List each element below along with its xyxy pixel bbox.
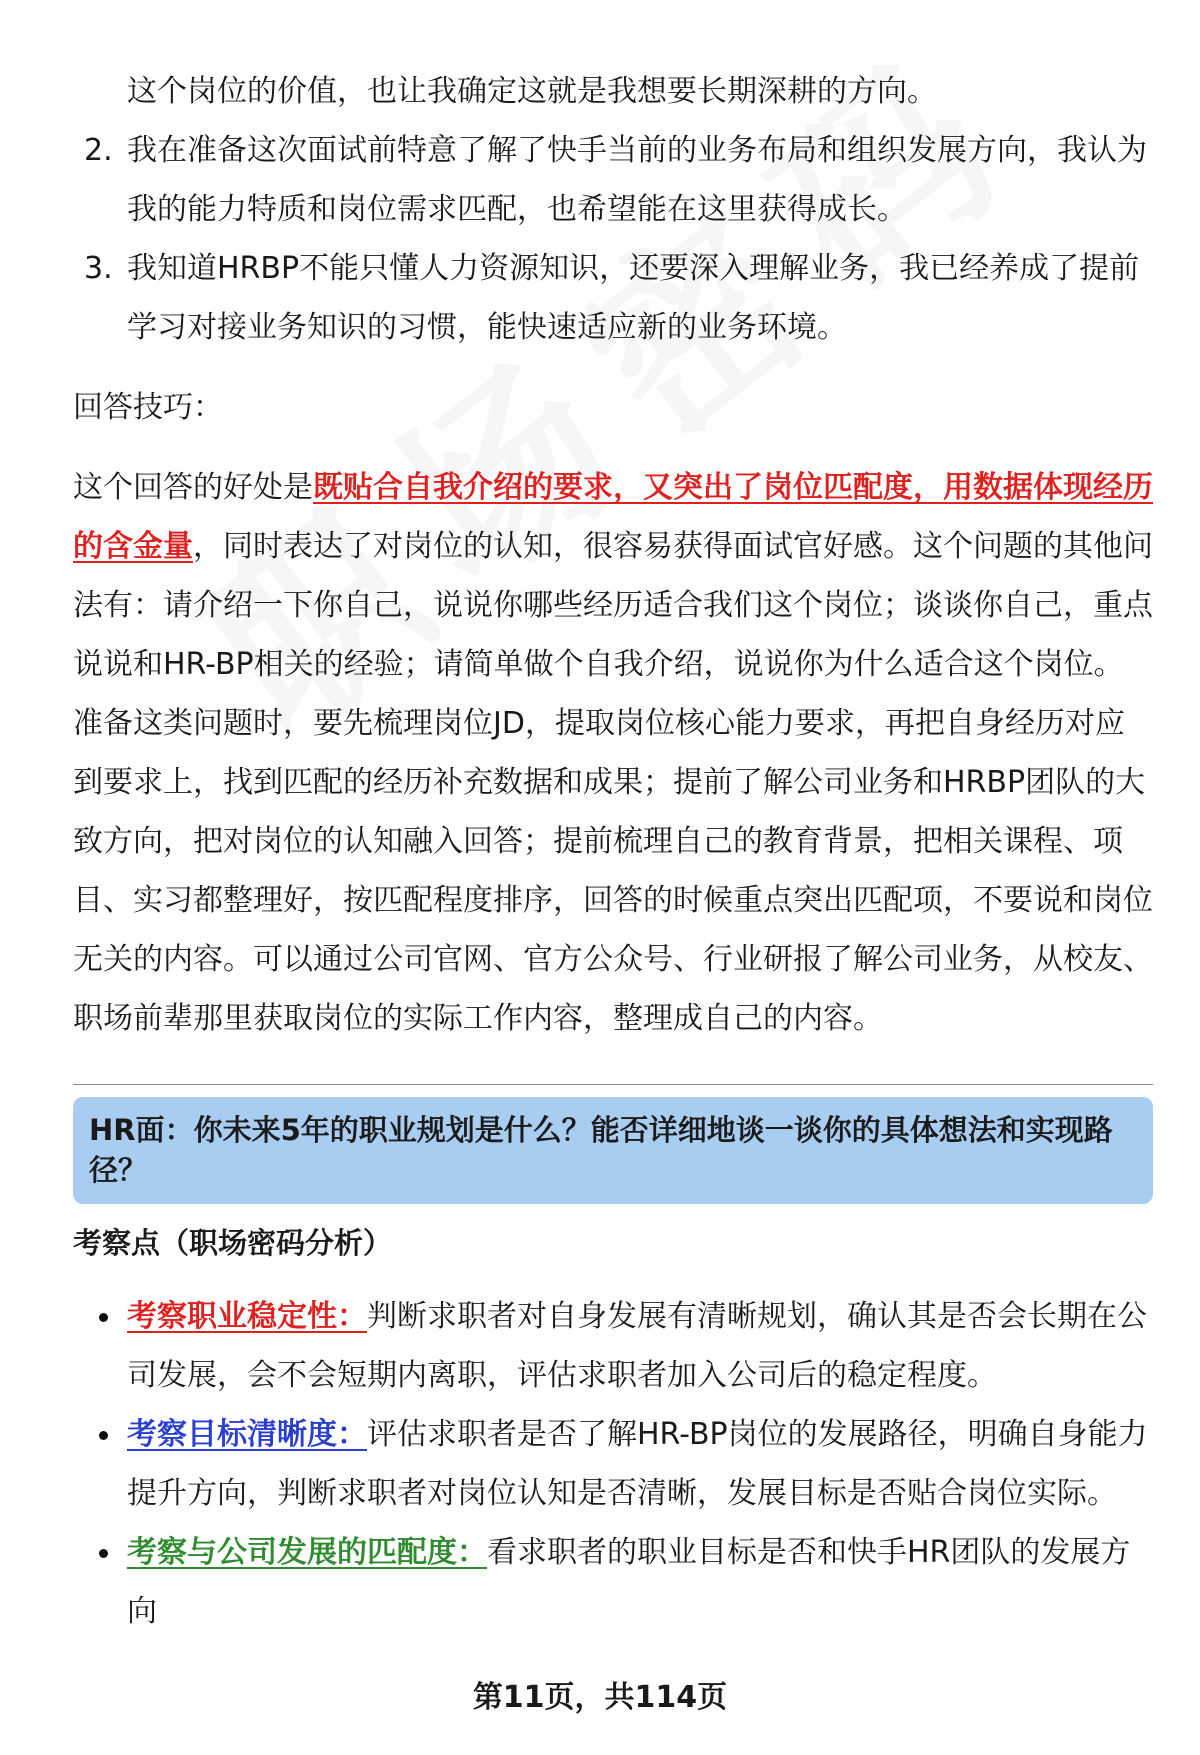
list-item-text: 我在准备这次面试前特意了解了快手当前的业务布局和组织发展方向，我认为我的能力特质和岗位需求匹配，也希望能在这里获得成长。 — [127, 133, 1147, 227]
bullet-icon — [99, 1549, 108, 1558]
list-number: 3. — [84, 251, 113, 286]
analysis-heading: 考察点（职场密码分析） — [73, 1226, 393, 1260]
list-item — [73, 121, 1153, 239]
tips-prefix: 这个回答的好处是 — [73, 470, 313, 505]
page-number: 第11页，共114页 — [472, 1680, 728, 1715]
list-item — [73, 1523, 1153, 1641]
page-content — [73, 62, 1153, 1641]
analysis-list — [73, 1287, 1153, 1641]
tips-highlight: 既贴合自我介绍的要求，又突出了岗位匹配度，用数据体现经历的含金量 — [73, 470, 1153, 564]
numbered-list — [73, 121, 1153, 357]
section-divider — [73, 1084, 1153, 1085]
question-text: HR面：你未来5年的职业规划是什么？能否详细地谈一谈你的具体想法和实现路径？ — [89, 1113, 1113, 1187]
analysis-item-text: 评估求职者是否了解HR-BP岗位的发展路径，明确自身能力提升方向，判断求职者对岗位认知是否清晰，发展目标是否贴合岗位实际。 — [127, 1417, 1148, 1511]
bullet-icon — [99, 1431, 108, 1440]
analysis-item-title: 考察目标清晰度： — [127, 1417, 367, 1452]
bullet-icon — [99, 1313, 108, 1322]
analysis-item-text: 看求职者的职业目标是否和快手HR团队的发展方向 — [127, 1535, 1131, 1629]
tips-body: ，同时表达了对岗位的认知，很容易获得面试官好感。这个问题的其他问法有：请介绍一下你自己，说说你哪些经历适合我们这个岗位；谈谈你自己，重点说说和HR-BP相关的经验；请简单做个自我介绍，说说你为什么适合这个岗位。准备这类问题时，要先梳理岗位JD，提取岗位核心能力要求，再把自身经历对应到要求上，找到匹配的经历补充数据和成果；提前了解公司业务和HRBP团队的大致方向，把对岗位的认知融入回答；提前梳理自己的教育背景，把相关课程、项目、实习都整理好，按匹配程度排序，回答的时候重点突出匹配项，不要说和岗位无关的内容。可以通过公司官网、官方公众号、行业研报了解公司业务，从校友、职场前辈那里获取岗位的实际工作内容，整理成自己的内容。 — [73, 529, 1153, 1036]
list-item-text: 我知道HRBP不能只懂人力资源知识，还要深入理解业务，我已经养成了提前学习对接业务知识的习惯，能快速适应新的业务环境。 — [127, 251, 1140, 345]
tips-label: 回答技巧： — [73, 390, 223, 425]
question-box — [73, 1097, 1153, 1204]
analysis-item-title: 考察职业稳定性： — [127, 1299, 367, 1334]
list-number: 2. — [84, 133, 113, 168]
list-item — [73, 1405, 1153, 1523]
list-continuation-line: 这个岗位的价值，也让我确定这就是我想要长期深耕的方向。 — [127, 74, 937, 109]
tips-paragraph — [73, 458, 1153, 1048]
analysis-item-title: 考察与公司发展的匹配度： — [127, 1535, 487, 1570]
list-item — [73, 239, 1153, 357]
analysis-item-text: 判断求职者对自身发展有清晰规划，确认其是否会长期在公司发展，会不会短期内离职，评估求职者加入公司后的稳定程度。 — [127, 1299, 1147, 1393]
list-item — [73, 1287, 1153, 1405]
